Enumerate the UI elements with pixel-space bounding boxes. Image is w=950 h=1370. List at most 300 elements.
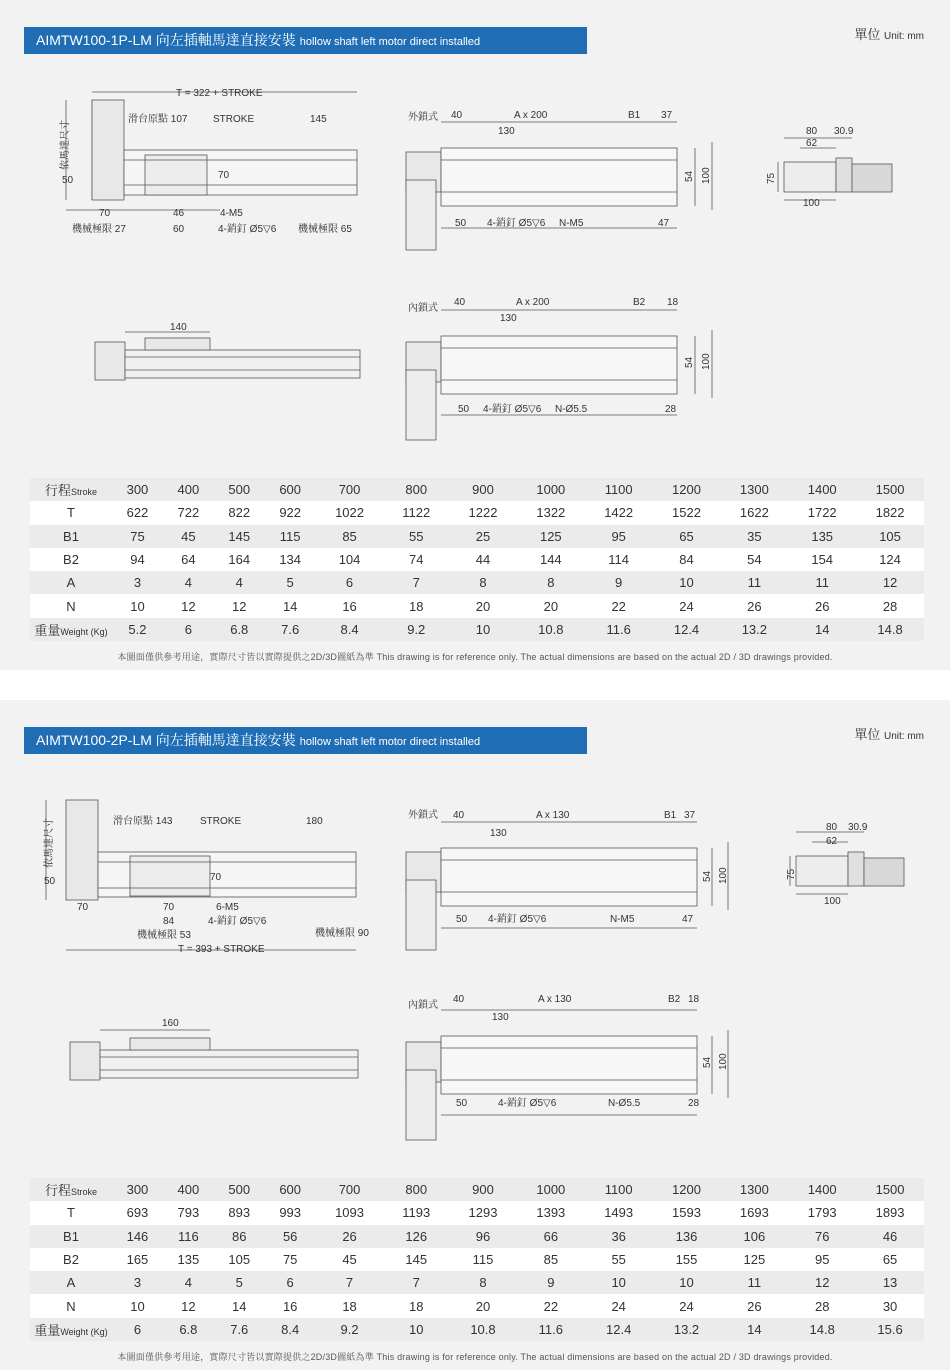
technical-drawing xyxy=(0,60,950,470)
table-cell: 8 xyxy=(449,1271,517,1294)
table-cell: 55 xyxy=(585,1248,653,1271)
table-cell: 95 xyxy=(585,525,653,548)
table-row xyxy=(30,594,924,617)
table-cell: 25 xyxy=(449,525,517,548)
table-cell: 793 xyxy=(163,1201,214,1224)
table-cell: 45 xyxy=(163,525,214,548)
row-label: A xyxy=(30,571,112,594)
table-cell: 6.8 xyxy=(163,1318,214,1341)
dim-i-ax: A x 130 xyxy=(538,994,572,1005)
table-cell: 64 xyxy=(163,548,214,571)
table-cell: 1193 xyxy=(383,1201,449,1224)
dim-origin: 滑台原點 107 xyxy=(128,114,188,125)
dim-s62: 62 xyxy=(806,138,818,149)
dim-50: 50 xyxy=(44,876,56,887)
table-cell: 26 xyxy=(720,1294,788,1317)
table-cell: 14.8 xyxy=(788,1318,856,1341)
table-cell: 16 xyxy=(316,594,384,617)
table-row xyxy=(30,1318,924,1341)
dim-stroke: STROKE xyxy=(200,816,242,827)
inner-lock-label: 內鎖式 xyxy=(408,303,438,314)
table-cell: 11.6 xyxy=(517,1318,585,1341)
table-cell: 822 xyxy=(214,501,265,524)
dim-o-pin: 4-銷釘 Ø5▽6 xyxy=(487,218,546,229)
table-cell: 300 xyxy=(112,478,163,501)
table-cell: 400 xyxy=(163,478,214,501)
dim-s75: 75 xyxy=(766,172,777,184)
table-cell: 9 xyxy=(585,571,653,594)
dim-pin: 4-銷釘 Ø5▽6 xyxy=(218,224,277,235)
table-cell: 10.8 xyxy=(449,1318,517,1341)
table-cell: 1822 xyxy=(856,501,924,524)
drawing-svg xyxy=(0,60,950,470)
dim-o-b1: B1 xyxy=(664,810,677,821)
dim-t-formula: T = 322 + STROKE xyxy=(176,88,263,99)
table-cell: 105 xyxy=(856,525,924,548)
table-cell: 7.6 xyxy=(265,618,316,641)
dim-o54: 54 xyxy=(684,170,695,182)
dim-o100: 100 xyxy=(701,167,712,184)
table-row xyxy=(30,548,924,571)
dim-s309: 30.9 xyxy=(848,822,868,833)
table-row xyxy=(30,501,924,524)
table-cell: 700 xyxy=(316,1178,384,1201)
dim-limit-right: 機械極限 90 xyxy=(315,928,369,939)
table-row xyxy=(30,1294,924,1317)
table-cell: 26 xyxy=(720,594,788,617)
dim-i100: 100 xyxy=(718,1053,729,1070)
table-cell: 28 xyxy=(856,594,924,617)
table-cell: 5 xyxy=(265,571,316,594)
table-cell: 85 xyxy=(316,525,384,548)
table-cell: 9 xyxy=(517,1271,585,1294)
table-row xyxy=(30,1178,924,1201)
row-label: T xyxy=(30,1201,112,1224)
technical-drawing xyxy=(0,760,950,1170)
dim-o47: 47 xyxy=(658,218,670,229)
table-cell: 10 xyxy=(653,1271,721,1294)
table-row xyxy=(30,1201,924,1224)
title-en: hollow shaft left motor direct installed xyxy=(299,736,481,748)
table-cell: 10.8 xyxy=(517,618,585,641)
row-label: N xyxy=(30,1294,112,1317)
dim-m5: 6-M5 xyxy=(216,902,239,913)
dim-140: 140 xyxy=(170,322,187,333)
table-cell: 75 xyxy=(265,1248,316,1271)
table-cell: 6 xyxy=(265,1271,316,1294)
table-cell: 8.4 xyxy=(316,618,384,641)
table-cell: 12 xyxy=(788,1271,856,1294)
table-row xyxy=(30,618,924,641)
table-cell: 145 xyxy=(383,1248,449,1271)
table-cell: 1200 xyxy=(653,478,721,501)
dim-180: 180 xyxy=(306,816,323,827)
table-cell: 10 xyxy=(653,571,721,594)
dim-s80: 80 xyxy=(806,126,818,137)
drawing-svg xyxy=(0,760,950,1170)
table-cell: 115 xyxy=(265,525,316,548)
dim-o-ax: A x 200 xyxy=(514,110,548,121)
table-cell: 106 xyxy=(720,1225,788,1248)
table-cell: 7 xyxy=(383,1271,449,1294)
spec-table xyxy=(30,1178,924,1341)
dim-o-nm5: N-M5 xyxy=(559,218,584,229)
table-cell: 800 xyxy=(383,478,449,501)
dim-i18: 18 xyxy=(667,297,679,308)
table-row xyxy=(30,478,924,501)
table-cell: 1522 xyxy=(653,501,721,524)
table-cell: 1293 xyxy=(449,1201,517,1224)
table-cell: 135 xyxy=(163,1248,214,1271)
table-cell: 6 xyxy=(316,571,384,594)
table-cell: 400 xyxy=(163,1178,214,1201)
dim-o40: 40 xyxy=(453,810,465,821)
table-cell: 12.4 xyxy=(585,1318,653,1341)
table-cell: 4 xyxy=(214,571,265,594)
table-cell: 20 xyxy=(517,594,585,617)
dim-50: 50 xyxy=(62,175,74,186)
table-cell: 8 xyxy=(449,571,517,594)
table-cell: 722 xyxy=(163,501,214,524)
section-title xyxy=(24,727,587,754)
dim-i-b2: B2 xyxy=(668,994,681,1005)
table-cell: 126 xyxy=(383,1225,449,1248)
table-cell: 9.2 xyxy=(316,1318,384,1341)
table-cell: 10 xyxy=(112,1294,163,1317)
dim-o130: 130 xyxy=(498,126,515,137)
table-cell: 95 xyxy=(788,1248,856,1271)
table-cell: 44 xyxy=(449,548,517,571)
table-cell: 6 xyxy=(112,1318,163,1341)
table-cell: 1422 xyxy=(585,501,653,524)
table-cell: 56 xyxy=(265,1225,316,1248)
table-cell: 76 xyxy=(788,1225,856,1248)
table-cell: 11 xyxy=(788,571,856,594)
table-cell: 26 xyxy=(788,594,856,617)
dim-s62: 62 xyxy=(826,836,838,847)
dim-o100: 100 xyxy=(718,867,729,884)
table-cell: 74 xyxy=(383,548,449,571)
dim-i28: 28 xyxy=(665,404,677,415)
dim-60: 60 xyxy=(173,224,185,235)
table-cell: 12 xyxy=(214,594,265,617)
table-cell: 600 xyxy=(265,478,316,501)
table-cell: 1000 xyxy=(517,478,585,501)
outer-lock-label: 外鎖式 xyxy=(408,810,438,821)
table-cell: 45 xyxy=(316,1248,384,1271)
table-cell: 20 xyxy=(449,1294,517,1317)
dim-o-pin: 4-銷釘 Ø5▽6 xyxy=(488,914,547,925)
row-label: N xyxy=(30,594,112,617)
table-cell: 6.8 xyxy=(214,618,265,641)
table-cell: 136 xyxy=(653,1225,721,1248)
outer-lock-label: 外鎖式 xyxy=(408,112,438,123)
table-cell: 12 xyxy=(163,594,214,617)
table-cell: 18 xyxy=(383,594,449,617)
row-label: 行程Stroke xyxy=(30,478,112,501)
table-cell: 65 xyxy=(653,525,721,548)
table-cell: 1093 xyxy=(316,1201,384,1224)
table-cell: 1122 xyxy=(383,501,449,524)
dim-o54: 54 xyxy=(702,870,713,882)
table-cell: 1500 xyxy=(856,1178,924,1201)
dim-145: 145 xyxy=(310,114,327,125)
dim-i54: 54 xyxy=(702,1056,713,1068)
table-cell: 14 xyxy=(788,618,856,641)
disclaimer-note: 本圖面僅供參考用途，實際尺寸皆以實際提供之2D/3D圖紙為準 This drawing is for reference only. The actual dimensions are based on the actual 2D / 3D drawings provided. xyxy=(117,1352,833,1362)
table-cell: 75 xyxy=(112,525,163,548)
table-cell: 7.6 xyxy=(214,1318,265,1341)
dim-pin: 4-銷釘 Ø5▽6 xyxy=(208,916,267,927)
table-cell: 13 xyxy=(856,1271,924,1294)
table-cell: 35 xyxy=(720,525,788,548)
dim-limit-left: 機械極限 53 xyxy=(137,930,191,941)
table-cell: 600 xyxy=(265,1178,316,1201)
dim-motor-size: 依馬達尺寸 xyxy=(60,120,71,170)
table-cell: 1200 xyxy=(653,1178,721,1201)
table-cell: 1593 xyxy=(653,1201,721,1224)
table-cell: 1100 xyxy=(585,478,653,501)
table-cell: 14 xyxy=(265,594,316,617)
table-cell: 144 xyxy=(517,548,585,571)
inner-lock-label: 內鎖式 xyxy=(408,1000,438,1011)
dim-i-b2: B2 xyxy=(633,297,646,308)
table-cell: 10 xyxy=(449,618,517,641)
table-cell: 13.2 xyxy=(720,618,788,641)
dim-limit-left: 機械極限 27 xyxy=(72,224,126,235)
dim-s75: 75 xyxy=(786,868,797,880)
dim-i18: 18 xyxy=(688,994,700,1005)
table-cell: 1322 xyxy=(517,501,585,524)
table-cell: 55 xyxy=(383,525,449,548)
dim-70b: 70 xyxy=(218,170,230,181)
table-cell: 1400 xyxy=(788,478,856,501)
row-label: T xyxy=(30,501,112,524)
dim-70a: 70 xyxy=(77,902,89,913)
table-cell: 96 xyxy=(449,1225,517,1248)
table-cell: 114 xyxy=(585,548,653,571)
product-section-1p xyxy=(0,0,950,670)
table-cell: 125 xyxy=(720,1248,788,1271)
dim-i-n55: N-Ø5.5 xyxy=(608,1098,641,1109)
unit-label: 單位 Unit: mm xyxy=(854,727,924,742)
table-cell: 7 xyxy=(383,571,449,594)
dim-i130: 130 xyxy=(492,1012,509,1023)
table-cell: 28 xyxy=(788,1294,856,1317)
table-cell: 1400 xyxy=(788,1178,856,1201)
dim-i-pin: 4-銷釘 Ø5▽6 xyxy=(483,404,542,415)
table-cell: 24 xyxy=(653,1294,721,1317)
dim-i-n55: N-Ø5.5 xyxy=(555,404,588,415)
table-cell: 86 xyxy=(214,1225,265,1248)
table-cell: 3 xyxy=(112,1271,163,1294)
table-cell: 5 xyxy=(214,1271,265,1294)
dim-o37: 37 xyxy=(661,110,673,121)
table-cell: 1022 xyxy=(316,501,384,524)
title-main: AIMTW100-2P-LM 向左插軸馬達直接安裝 xyxy=(36,732,296,748)
table-cell: 46 xyxy=(856,1225,924,1248)
dim-i40: 40 xyxy=(453,994,465,1005)
table-cell: 1300 xyxy=(720,1178,788,1201)
row-label: B1 xyxy=(30,525,112,548)
table-cell: 84 xyxy=(653,548,721,571)
table-cell: 65 xyxy=(856,1248,924,1271)
table-cell: 105 xyxy=(214,1248,265,1271)
dim-o130: 130 xyxy=(490,828,507,839)
table-cell: 36 xyxy=(585,1225,653,1248)
table-cell: 6 xyxy=(163,618,214,641)
unit-label: 單位 Unit: mm xyxy=(854,27,924,42)
dim-70b: 70 xyxy=(210,872,222,883)
table-cell: 145 xyxy=(214,525,265,548)
table-cell: 165 xyxy=(112,1248,163,1271)
table-row xyxy=(30,525,924,548)
spec-table xyxy=(30,478,924,641)
table-cell: 900 xyxy=(449,478,517,501)
table-cell: 14 xyxy=(720,1318,788,1341)
table-cell: 30 xyxy=(856,1294,924,1317)
dim-84: 84 xyxy=(163,916,175,927)
dim-i50: 50 xyxy=(456,1098,468,1109)
dim-o37: 37 xyxy=(684,810,696,821)
table-cell: 1893 xyxy=(856,1201,924,1224)
dim-160: 160 xyxy=(162,1018,179,1029)
dim-limit-right: 機械極限 65 xyxy=(298,224,352,235)
table-cell: 1493 xyxy=(585,1201,653,1224)
title-en: hollow shaft left motor direct installed xyxy=(299,36,481,48)
dim-o50: 50 xyxy=(455,218,467,229)
table-cell: 66 xyxy=(517,1225,585,1248)
table-cell: 116 xyxy=(163,1225,214,1248)
dim-i-pin: 4-銷釘 Ø5▽6 xyxy=(498,1098,557,1109)
table-cell: 300 xyxy=(112,1178,163,1201)
table-cell: 8.4 xyxy=(265,1318,316,1341)
table-cell: 1793 xyxy=(788,1201,856,1224)
table-cell: 1222 xyxy=(449,501,517,524)
dim-motor-size: 依馬達尺寸 xyxy=(44,818,55,868)
table-cell: 18 xyxy=(316,1294,384,1317)
section-title xyxy=(24,27,587,54)
dim-m5: 4-M5 xyxy=(220,208,243,219)
table-cell: 11.6 xyxy=(585,618,653,641)
title-main: AIMTW100-1P-LM 向左插軸馬達直接安裝 xyxy=(36,32,296,48)
table-cell: 1300 xyxy=(720,478,788,501)
dim-o-nm5: N-M5 xyxy=(610,914,635,925)
dim-i40: 40 xyxy=(454,297,466,308)
table-cell: 18 xyxy=(383,1294,449,1317)
table-cell: 7 xyxy=(316,1271,384,1294)
dim-46: 46 xyxy=(173,208,185,219)
table-cell: 14 xyxy=(214,1294,265,1317)
table-cell: 16 xyxy=(265,1294,316,1317)
dim-s100: 100 xyxy=(824,896,841,907)
table-cell: 11 xyxy=(720,1271,788,1294)
table-cell: 622 xyxy=(112,501,163,524)
dim-i-ax: A x 200 xyxy=(516,297,550,308)
table-cell: 1100 xyxy=(585,1178,653,1201)
table-cell: 700 xyxy=(316,478,384,501)
table-cell: 115 xyxy=(449,1248,517,1271)
table-cell: 1393 xyxy=(517,1201,585,1224)
table-cell: 12.4 xyxy=(653,618,721,641)
table-cell: 8 xyxy=(517,571,585,594)
dim-s100: 100 xyxy=(803,198,820,209)
table-cell: 1000 xyxy=(517,1178,585,1201)
table-cell: 500 xyxy=(214,478,265,501)
table-cell: 12 xyxy=(856,571,924,594)
disclaimer-note: 本圖面僅供參考用途，實際尺寸皆以實際提供之2D/3D圖紙為準 This drawing is for reference only. The actual dimensions are based on the actual 2D / 3D drawings provided. xyxy=(117,652,833,662)
dim-i28: 28 xyxy=(688,1098,700,1109)
table-cell: 1622 xyxy=(720,501,788,524)
row-label: B2 xyxy=(30,548,112,571)
table-cell: 134 xyxy=(265,548,316,571)
row-label: B1 xyxy=(30,1225,112,1248)
table-cell: 15.6 xyxy=(856,1318,924,1341)
table-cell: 10 xyxy=(585,1271,653,1294)
table-cell: 24 xyxy=(653,594,721,617)
dim-i54: 54 xyxy=(684,356,695,368)
table-cell: 693 xyxy=(112,1201,163,1224)
table-cell: 26 xyxy=(316,1225,384,1248)
dim-o-b1: B1 xyxy=(628,110,641,121)
dim-o50: 50 xyxy=(456,914,468,925)
table-cell: 146 xyxy=(112,1225,163,1248)
table-cell: 85 xyxy=(517,1248,585,1271)
table-cell: 3 xyxy=(112,571,163,594)
dim-t-formula: T = 393 + STROKE xyxy=(178,944,265,955)
table-cell: 54 xyxy=(720,548,788,571)
table-cell: 5.2 xyxy=(112,618,163,641)
row-label: B2 xyxy=(30,1248,112,1271)
table-row xyxy=(30,571,924,594)
row-label: 重量Weight (Kg) xyxy=(30,1318,112,1341)
row-label: A xyxy=(30,1271,112,1294)
table-cell: 164 xyxy=(214,548,265,571)
table-cell: 24 xyxy=(585,1294,653,1317)
table-cell: 4 xyxy=(163,571,214,594)
table-cell: 124 xyxy=(856,548,924,571)
table-cell: 125 xyxy=(517,525,585,548)
table-cell: 20 xyxy=(449,594,517,617)
table-cell: 12 xyxy=(163,1294,214,1317)
table-cell: 10 xyxy=(112,594,163,617)
table-cell: 14.8 xyxy=(856,618,924,641)
table-cell: 9.2 xyxy=(383,618,449,641)
table-cell: 154 xyxy=(788,548,856,571)
product-section-2p xyxy=(0,700,950,1370)
row-label: 行程Stroke xyxy=(30,1178,112,1201)
table-cell: 900 xyxy=(449,1178,517,1201)
dim-i130: 130 xyxy=(500,313,517,324)
table-cell: 893 xyxy=(214,1201,265,1224)
table-cell: 10 xyxy=(383,1318,449,1341)
table-row xyxy=(30,1225,924,1248)
table-cell: 135 xyxy=(788,525,856,548)
table-cell: 4 xyxy=(163,1271,214,1294)
dim-origin: 滑台原點 143 xyxy=(113,816,173,827)
table-cell: 993 xyxy=(265,1201,316,1224)
table-cell: 22 xyxy=(517,1294,585,1317)
dim-o40: 40 xyxy=(451,110,463,121)
table-cell: 11 xyxy=(720,571,788,594)
table-cell: 1500 xyxy=(856,478,924,501)
dim-stroke: STROKE xyxy=(213,114,255,125)
table-row xyxy=(30,1271,924,1294)
table-cell: 155 xyxy=(653,1248,721,1271)
dim-o47: 47 xyxy=(682,914,694,925)
table-cell: 1693 xyxy=(720,1201,788,1224)
table-cell: 104 xyxy=(316,548,384,571)
